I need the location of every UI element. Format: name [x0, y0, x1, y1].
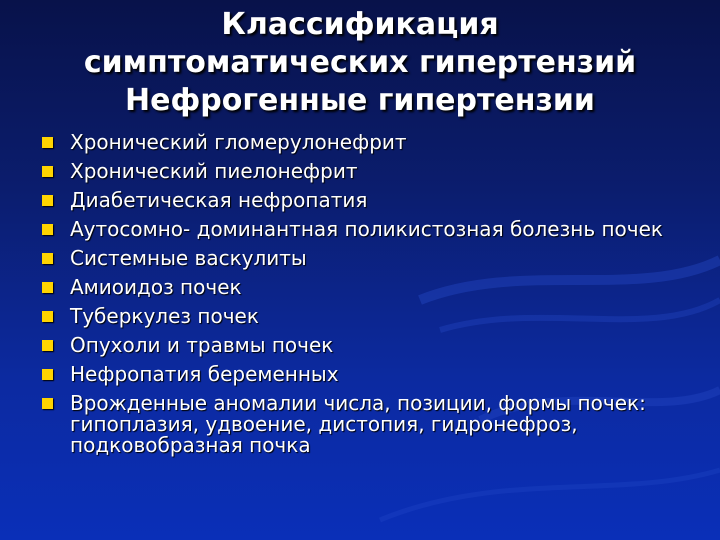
list-item [42, 219, 682, 240]
square-bullet-icon [42, 253, 53, 264]
square-bullet-icon [42, 195, 53, 206]
square-bullet-icon [42, 224, 53, 235]
square-bullet-icon [42, 311, 53, 322]
list-item [42, 132, 682, 153]
list-item [42, 248, 682, 269]
list-item-text: Хронический пиелонефрит [70, 159, 358, 183]
list-item-text: Амиоидоз почек [70, 275, 242, 299]
list-item [42, 190, 682, 211]
list-item [42, 364, 682, 385]
list-item-text: Хронический гломерулонефрит [70, 130, 407, 154]
square-bullet-icon [42, 369, 53, 380]
list-item-text: Опухоли и травмы почек [70, 333, 334, 357]
list-item [42, 393, 682, 456]
square-bullet-icon [42, 282, 53, 293]
square-bullet-icon [42, 166, 53, 177]
list-item-text: Аутосомно- доминантная поликистозная болезнь почек [70, 217, 663, 241]
square-bullet-icon [42, 340, 53, 351]
title-line-2: симптоматических гипертензий [83, 45, 637, 80]
list-item-text: Системные васкулиты [70, 246, 307, 270]
list-item [42, 335, 682, 356]
list-item-text: Диабетическая нефропатия [70, 188, 368, 212]
square-bullet-icon [42, 398, 53, 409]
list-item [42, 161, 682, 182]
list-item-text: Туберкулез почек [70, 304, 259, 328]
title-line-1: Классификация [221, 7, 499, 42]
list-item-text: Врожденные аномалии числа, позиции, формы почек: гипоплазия, удвоение, дистопия, гидронефроз, подковобразная почка [70, 391, 646, 457]
list-item-text: Нефропатия беременных [70, 362, 339, 386]
list-item [42, 277, 682, 298]
square-bullet-icon [42, 137, 53, 148]
title-line-3: Нефрогенные гипертензии [125, 83, 595, 118]
bullet-list [42, 132, 682, 464]
list-item [42, 306, 682, 327]
slide-title [20, 6, 700, 120]
